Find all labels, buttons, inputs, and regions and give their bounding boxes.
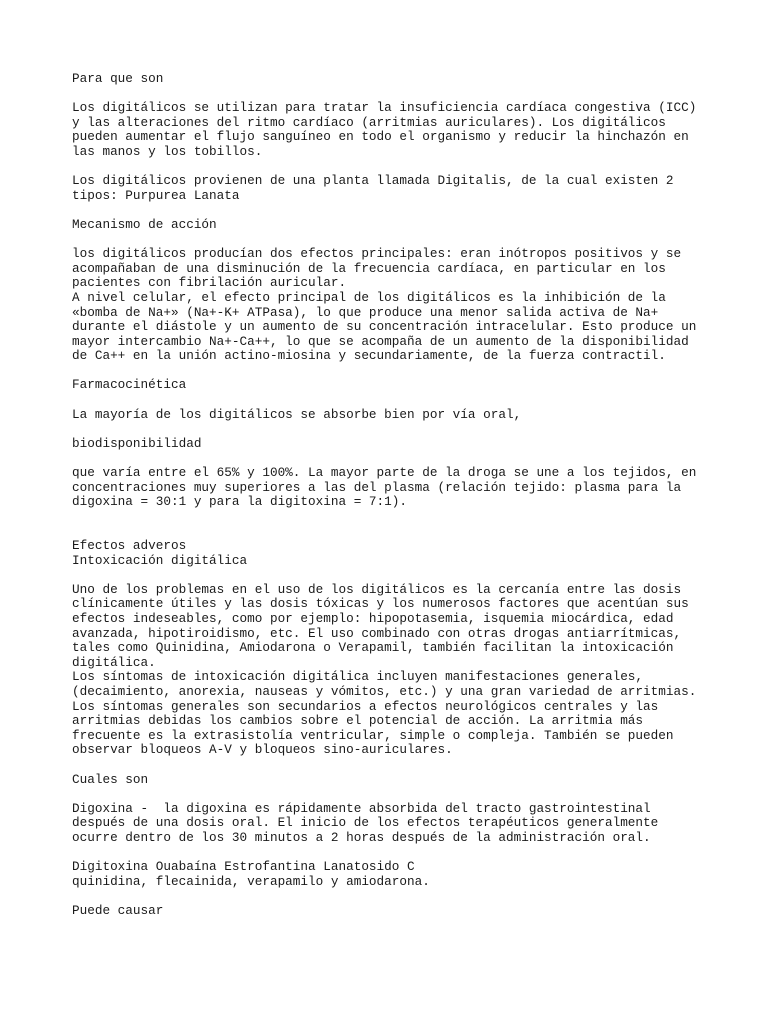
text-line: y las alteraciones del ritmo cardíaco (arritmias auriculares). Los digitálicos (72, 114, 666, 130)
blank-line (72, 845, 712, 860)
text-line: «bomba de Na+» (Na+-K+ ATPasa), lo que produce una menor salida activa de Na+ (72, 304, 659, 320)
blank-line (72, 758, 712, 773)
blank-line (72, 451, 712, 466)
text-line: Los digitálicos se utilizan para tratar la insuficiencia cardíaca congestiva (ICC) (72, 100, 697, 116)
text-line: tipos: Purpurea Lanata (72, 187, 240, 203)
blank-line (72, 510, 712, 525)
text-line: Efectos adveros (72, 538, 187, 553)
text-line: observar bloqueos A-V y bloqueos sino-auriculares. (72, 742, 453, 758)
text-line: Para que son (72, 71, 164, 86)
blank-line (72, 568, 712, 583)
blank-line (72, 524, 712, 539)
text-line: las manos y los tobillos. (72, 143, 263, 159)
blank-line (72, 203, 712, 218)
text-line: efectos indeseables, como por ejemplo: hipopotasemia, isquemia miocárdica, edad (72, 610, 674, 626)
text-line: durante el diástole y un aumento de su concentración intracelular. Esto produce un (72, 319, 697, 335)
text-line: digitálica. (72, 654, 156, 670)
text-line: avanzada, hipotiroidismo, etc. El uso combinado con otras drogas antiarrítmicas, (72, 625, 682, 641)
blank-line (72, 889, 712, 904)
text-line: Los síntomas de intoxicación digitálica incluyen manifestaciones generales, (72, 669, 644, 685)
text-line: Mecanismo de acción (72, 216, 217, 232)
text-line: quinidina, flecainida, verapamilo y amiodarona. (72, 873, 430, 889)
text-line: Cuales son (72, 771, 149, 787)
text-line: Digitoxina Ouabaína Estrofantina Lanatosido C (72, 859, 415, 875)
text-line: Puede causar (72, 902, 164, 918)
text-line: Digoxina - la digoxina es rápidamente absorbida del tracto gastrointestinal (72, 800, 651, 816)
text-line: concentraciones muy superiores a las del plasma (relación tejido: plasma para la (72, 479, 682, 495)
text-line: tales como Quinidina, Amiodarona o Verapamil, también facilitan la intoxicación (72, 640, 674, 656)
text-line: La mayoría de los digitálicos se absorbe bien por vía oral, (72, 406, 522, 422)
text-line: digoxina = 30:1 y para la digitoxina = 7:1). (72, 494, 408, 510)
text-line: que varía entre el 65% y 100%. La mayor parte de la droga se une a los tejidos, en (72, 465, 697, 481)
text-line: después de una dosis oral. El inicio de los efectos terapéuticos generalmente (72, 815, 659, 831)
blank-line (72, 233, 712, 248)
text-line: Uno de los problemas en el uso de los digitálicos es la cercanía entre las dosis (72, 581, 682, 597)
text-line: Intoxicación digitálica (72, 552, 248, 568)
text-line: de Ca++ en la unión actino-miosina y secundariamente, de la fuerza contractil. (72, 348, 666, 364)
text-line: pacientes con fibrilación auricular. (72, 275, 347, 291)
text-line: ocurre dentro de los 30 minutos a 2 horas después de la administración oral. (72, 829, 651, 845)
text-line: biodisponibilidad (72, 435, 202, 451)
blank-line (72, 393, 712, 408)
text-line: Farmacocinética (72, 377, 187, 393)
text-line: Los síntomas generales son secundarios a efectos neurológicos centrales y las (72, 698, 659, 714)
blank-line (72, 160, 712, 175)
blank-line (72, 364, 712, 379)
text-line: Los digitálicos provienen de una planta llamada Digitalis, de la cual existen 2 (72, 173, 674, 189)
text-line: clínicamente útiles y las dosis tóxicas y los numerosos factores que acentúan sus (72, 596, 689, 612)
text-line: acompañaban de una disminución de la frecuencia cardíaca, en particular en los (72, 260, 666, 276)
text-line: los digitálicos producían dos efectos principales: eran inótropos positivos y se (72, 246, 682, 262)
blank-line (72, 787, 712, 802)
text-line: arritmias debidas los cambios sobre el potencial de acción. La arritmia más (72, 713, 644, 729)
text-line: pueden aumentar el flujo sanguíneo en todo el organismo y reducir la hinchazón en (72, 129, 689, 145)
blank-line (72, 422, 712, 437)
blank-line (72, 87, 712, 102)
text-line: frecuente es la extrasistolía ventricular, simple o compleja. También se pueden (72, 727, 674, 743)
text-line: A nivel celular, el efecto principal de los digitálicos es la inhibición de la (72, 289, 666, 305)
text-line: mayor intercambio Na+-Ca++, lo que se acompaña de un aumento de la disponibilidad (72, 333, 689, 349)
document-body (72, 72, 712, 918)
text-line: (decaimiento, anorexia, nauseas y vómitos, etc.) y una gran variedad de arritmias. (72, 683, 697, 699)
